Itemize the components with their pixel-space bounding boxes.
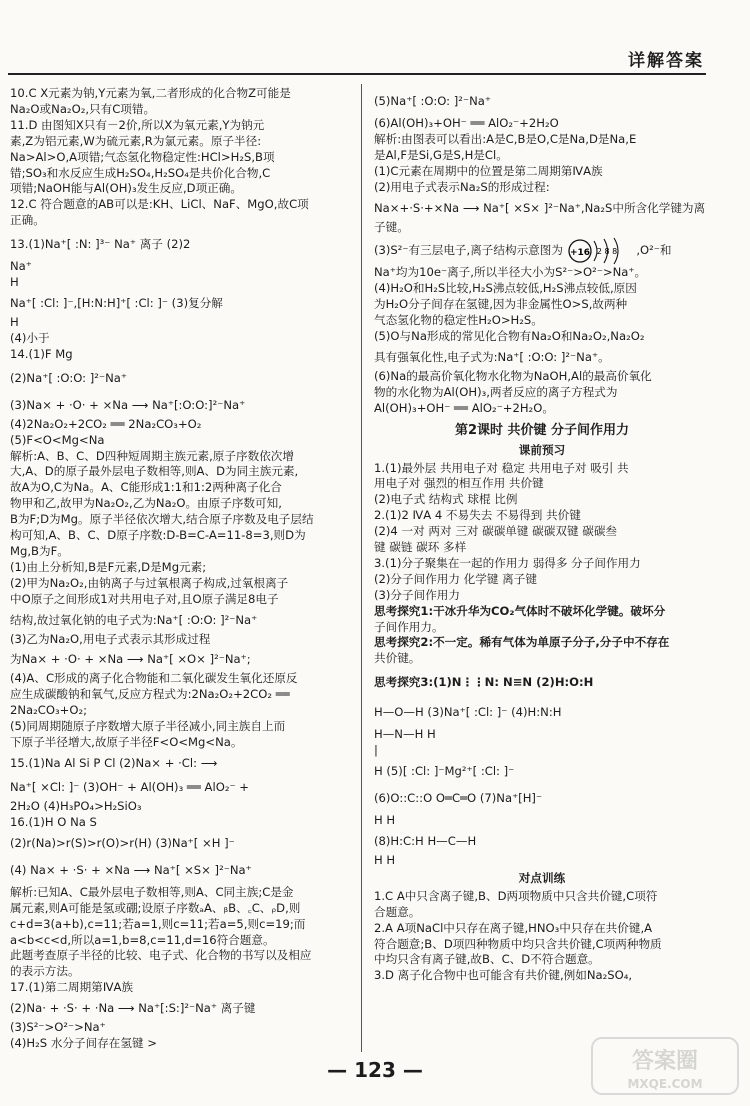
text-line: 大,A、D的原子最外层电子数相等,则A、D为同主族元素,: [10, 464, 299, 479]
text-line: (4)A、C形成的离子化合物能和二氧化碳发生氧化还原反: [10, 671, 298, 686]
text-line: 思考探究3:(1)N⋮⋮N: N≡N (2)H:O:H: [374, 675, 594, 690]
right-column-bottom: [374, 461, 710, 869]
text-line: a<b<c<d,所以a=1,b=8,c=11,d=16符合题意。: [10, 932, 275, 947]
text-line: 2H₂O (4)H₃PO₄>H₂SiO₃: [10, 799, 142, 813]
text-line: 子间作用力。: [374, 619, 444, 634]
text-line: 子键。: [374, 219, 409, 234]
text-line: Na⁺[ ×Cl: ]⁻ (3)OH⁻ + Al(OH)₃ ══ AlO₂⁻ +: [10, 780, 249, 794]
text-line: (4)H₂O和H₂S比较,H₂S沸点较低,H₂S沸点较低,原因: [374, 281, 637, 296]
text-line: H—O—H (3)Na⁺[ :Cl: ]⁻ (4)H:N:H: [374, 705, 562, 720]
text-line: (3)乙为Na₂O,用电子式表示其形成过程: [10, 631, 211, 646]
text-line: (2)电子式 结构式 球棍 比例: [374, 492, 518, 507]
text-line: 解析:已知A、C最外层电子数相等,则A、C同主族;C是金: [10, 884, 294, 899]
text-line: 错;SO₃和水反应生成H₂SO₄,H₂SO₄是共价化合物,C: [10, 165, 271, 180]
text-line: 结构,故过氧化钠的电子式为:Na⁺[ :O:O: ]²⁻Na⁺: [10, 612, 258, 627]
header-rule: [8, 73, 706, 75]
text-line: 属元素,则A可能是氢或硼;设原子序数ₐA、ᵦB、꜀C、ᵨD,则: [10, 900, 301, 915]
text-line: H H: [374, 813, 396, 828]
text-line: 2Na₂CO₃+O₂;: [10, 703, 88, 718]
text-line: Al(OH)₃+OH⁻ ══ AlO₂⁻+2H₂O。: [374, 400, 554, 415]
watermark-logo-icon: [590, 1036, 740, 1096]
text-line: 13.(1)Na⁺[ :N: ]³⁻ Na⁺ 离子 (2)2: [10, 237, 191, 252]
text-line: H: [10, 275, 19, 290]
header-title: 详解答案: [628, 51, 704, 71]
text-line: 合题意。: [374, 904, 421, 919]
text-line: (2)Na⁺[ :O:O: ]²⁻Na⁺: [10, 370, 127, 385]
nucleus-label: +16: [569, 247, 590, 258]
text-line: (2)甲为Na₂O₂,由钠离子与过氧根离子构成,过氧根离子: [10, 575, 289, 590]
text-line: 素,Z为铝元素,W为硫元素,R为氯元素。原子半径:: [10, 133, 262, 148]
right-column-end: [374, 889, 710, 984]
watermark-url: MXQE.COM: [627, 1077, 703, 1091]
text-line: (5)F<O<Mg<Na: [10, 432, 105, 447]
s2-structure-line: [374, 235, 710, 265]
text-line: 2.(1)2 ⅣA 4 不易失去 不易得到 共价键: [374, 508, 581, 523]
text-line: 中均只含有离子键,故B、C、D不符合题意。: [374, 952, 600, 967]
ion-structure-diagram-icon: [567, 237, 633, 265]
text-line: 物的水化物为Al(OH)₃,两者反应的离子方程式为: [374, 384, 618, 399]
text-line: 10.C X元素为钠,Y元素为氧,二者形成的化合物Z可能是: [10, 86, 291, 100]
text-line: 解析:由图表可以看出:A是C,B是O,C是Na,D是Na,E: [374, 131, 637, 146]
text-line: B为F;D为Mg。原子半径依次增大,结合原子序数及电子层结: [10, 512, 314, 527]
right-column: [374, 86, 710, 984]
text-line: 中O原子之间形成1对共用电子对,且O原子满足8电子: [10, 591, 279, 606]
right-column-mid: [374, 265, 710, 416]
text-line: (6)Al(OH)₃+OH⁻ ══ AlO₂⁻+2H₂O: [374, 116, 559, 130]
text-line: 为Na× + ·O· + ×Na ⟶ Na⁺[ ×O× ]²⁻Na⁺;: [10, 652, 251, 667]
text-line: (2)用电子式表示Na₂S的形成过程:: [374, 179, 550, 194]
text-line: 具有强氧化性,电子式为:Na⁺[ :O:O: ]²⁻Na⁺。: [374, 349, 610, 364]
text-line: H H: [374, 853, 396, 867]
text-line: (2)Na· + ·S· + ·Na ⟶ Na⁺[:S:]²⁻Na⁺ 离子键: [10, 1001, 256, 1016]
text-line: 2.A A项NaCl中只存在离子键,HNO₃中只存在共价键,A: [374, 920, 653, 935]
text-line: 1.C A中只含离子键,B、D两项物质中只含共价键,C项符: [374, 888, 658, 903]
text-line: (1)由上分析知,B是F元素,D是Mg元素;: [10, 559, 207, 574]
text-line: (2)分子间作用力 化学键 离子键: [374, 571, 537, 586]
text-line: (1)C元素在周期中的位置是第二周期第ⅣA族: [374, 163, 603, 178]
text-line: Na>Al>O,A项错;气态氢化物稳定性:HCl>H₂S,B项: [10, 149, 275, 164]
left-column: [10, 86, 358, 1052]
text-line: |: [374, 743, 378, 758]
text-line: Mg,B为F。: [10, 543, 69, 558]
text-line: (6)O::C::O O═C═O (7)Na⁺[H]⁻: [374, 791, 543, 806]
text-line: Na⁺均为10e⁻离子,所以半径大小为S²⁻>O²⁻>Na⁺。: [374, 265, 647, 280]
text-line: (2)4 一对 两对 三对 碳碳单键 碳碳双键 碳碳叁: [374, 524, 618, 539]
text-line: 为H₂O分子间存在氢键,因为非金属性O>S,故两种: [374, 297, 628, 312]
text-line: 故A为O,C为Na。A、C能形成1:1和1:2两种离子化合: [10, 480, 282, 495]
text-line: Na⁺[ :Cl: ]⁻,[H:N:H]⁺[ :Cl: ]⁻ (3)复分解: [10, 295, 223, 310]
text-line: (5)O与Na形成的常见化合物有Na₂O和Na₂O₂,Na₂O₂: [374, 329, 645, 344]
page-number: — 123 —: [327, 1058, 423, 1082]
text-line: 12.C 符合题意的AB可以是:KH、LiCl、NaF、MgO,故C项: [10, 197, 309, 212]
text-line: 1.(1)最外层 共用电子对 稳定 共用电子对 吸引 共: [374, 460, 629, 475]
text-line: 共价键。: [374, 651, 421, 666]
text-line: H (5)[ :Cl: ]⁻Mg²⁺[ :Cl: ]⁻: [374, 764, 515, 779]
text-line: (8)H:C:H H—C—H: [374, 834, 477, 848]
text-line: 16.(1)H O Na S: [10, 814, 97, 829]
s2-text-after: ,O²⁻和: [636, 243, 672, 258]
text-line: 用电子对 强烈的相互作用 共价键: [374, 476, 544, 491]
text-line: 3.D 离子化合物中也可能含有共价键,例如Na₂SO₄,: [374, 968, 633, 983]
shell-electrons: 2 8 8: [596, 246, 617, 256]
text-line: 项错;NaOH能与Al(OH)₃发生反应,D项正确。: [10, 181, 242, 196]
drill-title: 对点训练: [518, 870, 566, 885]
text-line: 思考探究1:干冰升华为CO₂气体时不破坏化学键。破坏分: [374, 603, 666, 618]
text-line: Na₂O或Na₂O₂,只有C项错。: [10, 101, 156, 116]
text-line: Na⁺: [10, 259, 32, 274]
text-line: 3.(1)分子聚集在一起的作用力 弱得多 分子间作用力: [374, 555, 641, 570]
text-line: (2)r(Na)>r(S)>r(O)>r(H) (3)Na⁺[ ×H ]⁻: [10, 835, 235, 850]
watermark-text: 答案圈: [631, 1049, 699, 1074]
text-line: 15.(1)Na Al Si P Cl (2)Na× + ·Cl: ⟶: [10, 756, 218, 770]
text-line: (3)Na× + ·O· + ×Na ⟶ Na⁺[:O:O:]²⁻Na⁺: [10, 397, 246, 412]
text-line: (3)S²⁻>O²⁻>Na⁺: [10, 1020, 106, 1035]
text-line: 11.D 由图知X只有－2价,所以X为氧元素,Y为钠元: [10, 117, 265, 132]
text-line: 构可知,A、B、C、D原子序数:D-B=C-A=11-8=3,则D为: [10, 528, 306, 543]
page-header: [0, 0, 750, 80]
text-line: 下原子半径增大,故原子半径F<O<Mg<Na。: [10, 735, 243, 750]
s2-text-before: (3)S²⁻有三层电子,离子结构示意图为: [374, 243, 563, 258]
text-line: 是Al,F是Si,G是S,H是Cl。: [374, 147, 508, 162]
text-line: (4)H₂S 水分子间存在氢键 >: [10, 1036, 157, 1051]
text-line: c+d=3(a+b),c=11;若a=1,则c=11;若a=5,则c=19;而: [10, 916, 306, 931]
text-line: 17.(1)第二周期第ⅣA族: [10, 980, 134, 995]
text-line: (5)同周期随原子序数增大原子半径减小,同主族自上而: [10, 719, 286, 734]
text-line: 应生成碳酸钠和氧气,反应方程式为:2Na₂O₂+2CO₂ ══: [10, 687, 290, 702]
text-line: 气态氢化物的稳定性H₂O>H₂S。: [374, 313, 543, 328]
section-subtitle: 课前预习: [518, 442, 566, 457]
text-line: (3)分子间作用力: [374, 587, 460, 602]
section-title: 第2课时 共价键 分子间作用力: [454, 422, 630, 438]
text-line: 键 碳链 碳环 多样: [374, 540, 467, 555]
text-line: 思考探究2:不一定。稀有气体为单原子分子,分子中不存在: [374, 635, 670, 650]
text-line: (4) Na× + ·S· + ×Na ⟶ Na⁺[ ×S× ]²⁻Na⁺: [10, 862, 252, 877]
right-column-top: [374, 86, 710, 235]
text-line: Na×+·S·+×Na ⟶ Na⁺[ ×S× ]²⁻Na⁺,Na₂S中所含化学键为离: [374, 200, 706, 215]
text-line: 正确。: [10, 213, 45, 228]
text-line: 14.(1)F Mg: [10, 346, 73, 361]
text-line: (6)Na的最高价氧化物水化物为NaOH,Al的最高价氧化: [374, 368, 652, 383]
text-line: (4)小于: [10, 330, 50, 345]
text-line: H: [10, 314, 19, 329]
text-line: 的表示方法。: [10, 964, 80, 979]
text-line: 此题考查原子半径的比较、电子式、化合物的书写以及相应: [10, 948, 312, 963]
text-line: 解析:A、B、C、D四种短周期主族元素,原子序数依次增: [10, 448, 294, 463]
text-line: 物甲和乙,故甲为Na₂O₂,乙为Na₂O。由原子序数可知,: [10, 496, 282, 511]
text-line: 符合题意;B、D项四种物质中均只含共价键,C项两种物质: [374, 936, 662, 951]
text-line: (4)2Na₂O₂+2CO₂ ══ 2Na₂CO₃+O₂: [10, 416, 202, 431]
column-divider: [361, 84, 362, 1052]
text-line: (5)Na⁺[ :O:O: ]²⁻Na⁺: [374, 94, 491, 108]
text-line: H—N—H H: [374, 727, 436, 742]
